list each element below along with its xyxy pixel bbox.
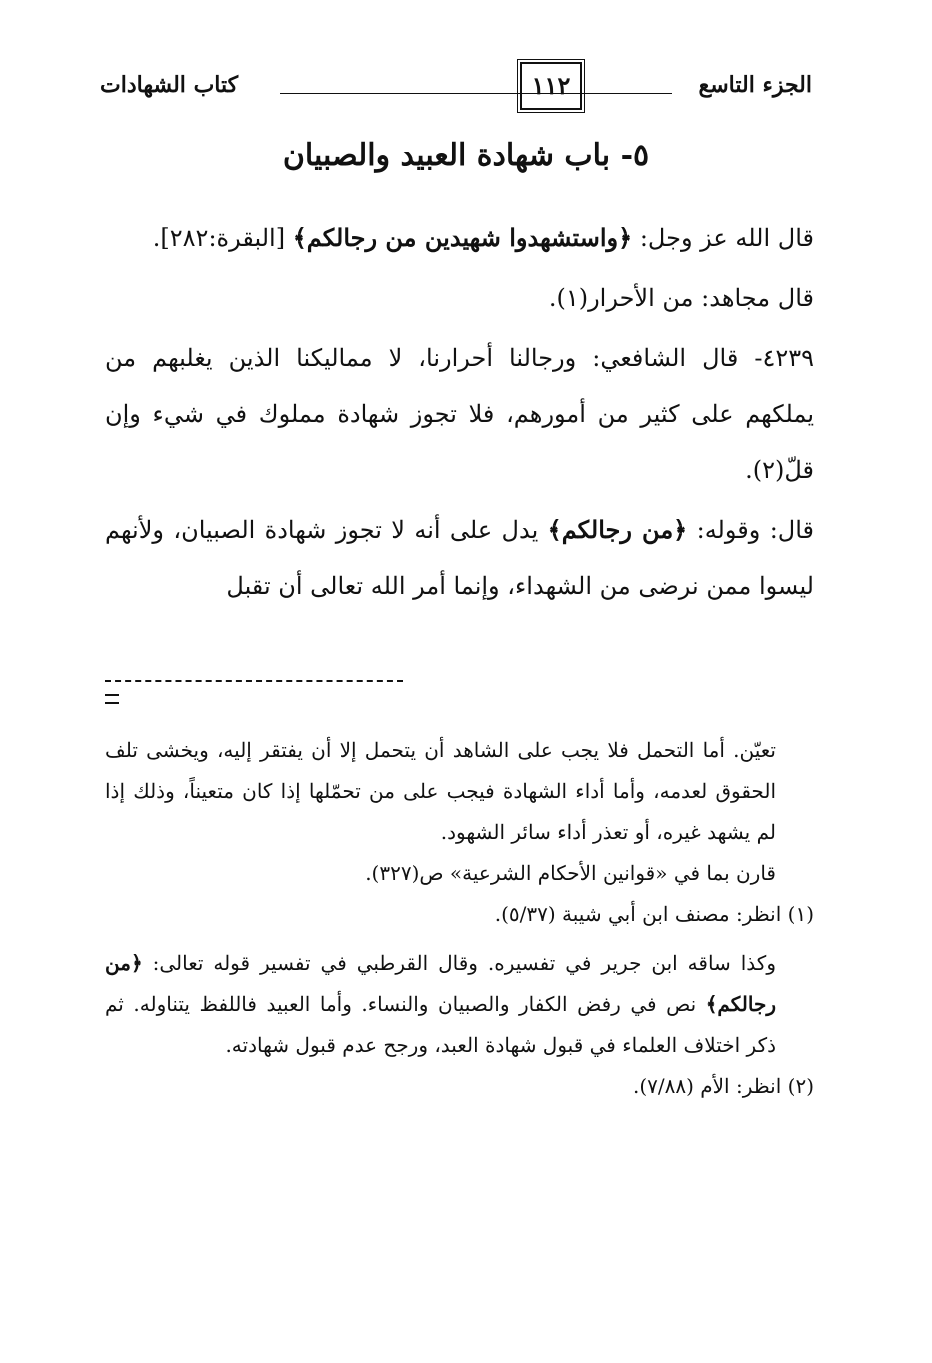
footnote-1-text-b: نص في رفض الكفار والصبيان والنساء. وأما العبيد فاللفظ يتناوله. ثم ذكر اختلاف العلماء في قبول شهادة العبد، ورجح عدم قبول شهادته. bbox=[105, 992, 776, 1057]
running-header bbox=[100, 56, 812, 116]
continuation-mark-2 bbox=[105, 702, 119, 704]
continuation-mark bbox=[105, 694, 119, 696]
verse-intro: قال الله عز وجل: bbox=[632, 224, 814, 252]
commentary-intro: قال: وقوله: bbox=[687, 516, 815, 544]
footnote-1-verse: ﴿من رجالكم﴾ bbox=[105, 951, 776, 1016]
commentary-text: يدل على أنه لا تجوز شهادة الصبيان، ولأنهم ليسوا ممن نرضى من الشهداء، وإنما أمر الله تعالى أن تقبل bbox=[105, 516, 814, 600]
footnote-continuation: تعيّن. أما التحمل فلا يجب على الشاهد أن يتحمل إلا أن يفتقر إليه، ويخشى تلف الحقوق لعدمه، وأما أداء الشهادة فيجب على من تحمّلها إذا كان متعيناً، وذلك إذا لم يشهد غيره، أو تعذر أداء سائر الشهود. bbox=[105, 738, 776, 844]
footnote-separator bbox=[105, 680, 403, 682]
page-number: ١١٢ bbox=[520, 62, 582, 110]
verse-paragraph bbox=[105, 210, 814, 266]
main-text bbox=[105, 210, 814, 614]
chapter-title: ٥- باب شهادة العبيد والصبيان bbox=[282, 138, 650, 173]
mujahid-paragraph: قال مجاهد: من الأحرار(١). bbox=[548, 284, 814, 312]
book-label: كتاب الشهادات bbox=[100, 72, 239, 98]
footnote-1: (١) انظر: مصنف ابن أبي شيبة (٥/٣٧). bbox=[494, 902, 814, 926]
shafii-paragraph: ٤٢٣٩- قال الشافعي: ورجالنا أحرارنا، لا مماليكنا الذين يغلبهم من يملكهم على كثير من أمورهم، فلا تجوز شهادة مملوك في شيء وإن قلّ(٢). bbox=[105, 344, 815, 484]
footnotes bbox=[105, 730, 814, 1107]
commentary-paragraph bbox=[105, 502, 814, 614]
volume-label: الجزء التاسع bbox=[698, 72, 812, 98]
quran-verse: ﴿واستشهدوا شهيدين من رجالكم﴾ bbox=[292, 223, 633, 252]
footnote-compare: قارن بما في «قوانين الأحكام الشرعية» ص(٣٢٧). bbox=[365, 861, 776, 885]
footnote-2: (٢) انظر: الأم (٧/٨٨). bbox=[632, 1074, 814, 1098]
footnote-1-text bbox=[105, 943, 814, 1066]
quran-verse-2: ﴿من رجالكم﴾ bbox=[547, 515, 688, 544]
verse-reference: [البقرة:٢٨٢]. bbox=[152, 224, 286, 252]
footnote-1-text-a: وكذا ساقه ابن جرير في تفسيره. وقال القرطبي في تفسير قوله تعالى: bbox=[142, 951, 776, 975]
header-rule-left bbox=[280, 93, 518, 94]
